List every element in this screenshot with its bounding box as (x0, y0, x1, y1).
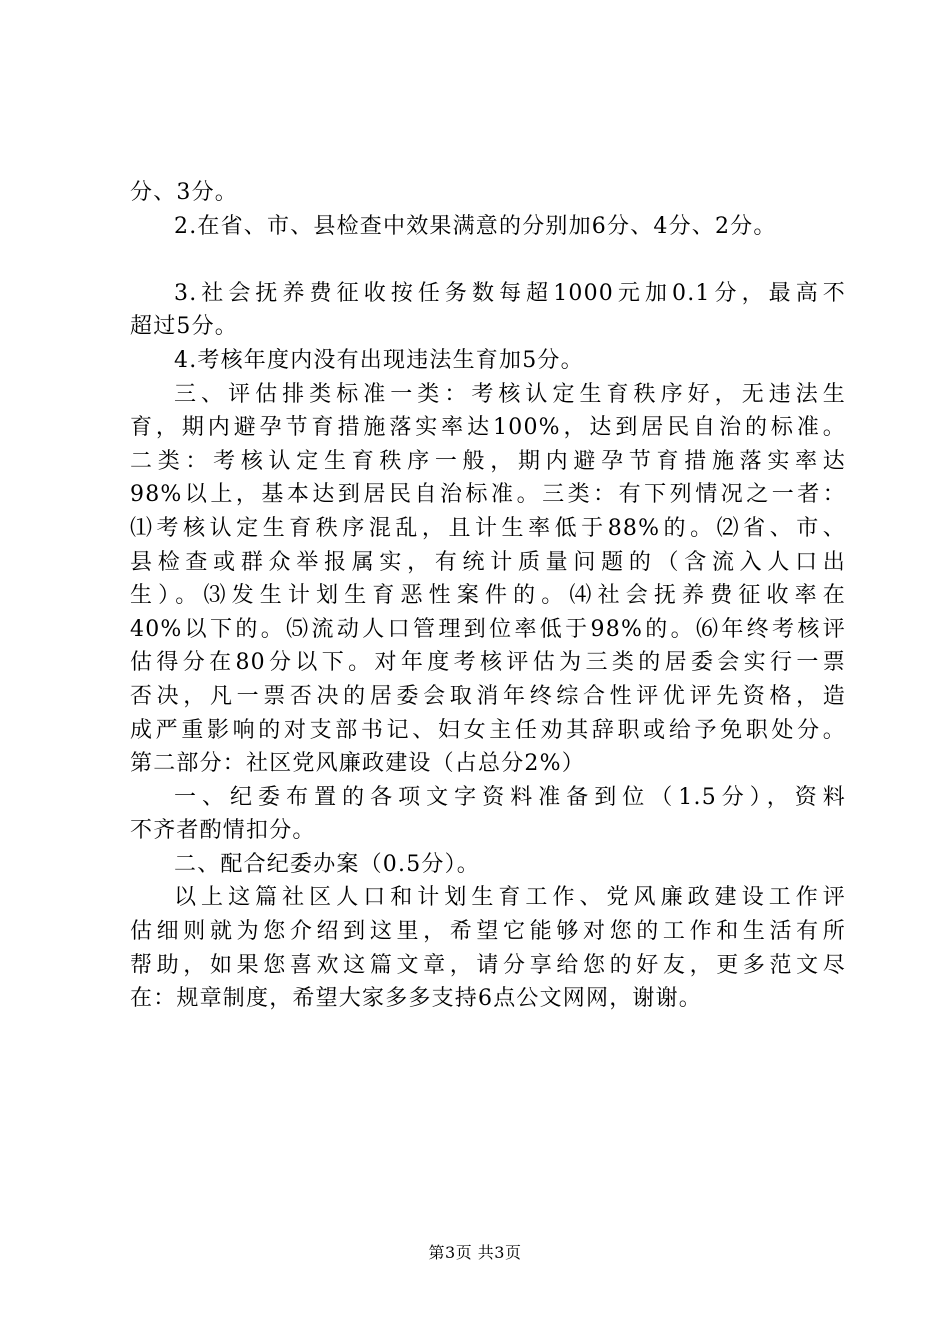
text-line: 一、纪委布置的各项文字资料准备到位（1.5分），资料 (174, 784, 846, 810)
text-line: 生）。⑶发生计划生育恶性案件的。⑷社会抚养费征收率在 (130, 583, 846, 609)
text-line: 二类：考核认定生育秩序一般，期内避孕节育措施落实率达 (130, 448, 846, 474)
text-line: 三、评估排类标准一类：考核认定生育秩序好，无违法生 (174, 381, 846, 407)
text-line: 98%以上，基本达到居民自治标准。三类：有下列情况之一者： (130, 482, 846, 508)
text-line: 40%以下的。⑸流动人口管理到位率低于98%的。⑹年终考核评 (130, 616, 846, 642)
text-line: 在：规章制度，希望大家多多支持6点公文网网，谢谢。 (130, 986, 702, 1012)
page-number: 第3页 共3页 (428, 1243, 522, 1262)
text-line: 否决，凡一票否决的居委会取消年终综合性评优评先资格，造 (130, 683, 846, 709)
text-line: 2.在省、市、县检查中效果满意的分别加6分、4分、2分。 (174, 213, 777, 239)
text-line: 成严重影响的对支部书记、妇女主任劝其辞职或给予免职处分。 (130, 717, 846, 743)
text-line: 不齐者酌情扣分。 (130, 818, 316, 844)
text-line: 超过5分。 (130, 314, 238, 340)
text-line: 估得分在80分以下。对年度考核评估为三类的居委会实行一票 (130, 650, 846, 676)
text-line: 帮助，如果您喜欢这篇文章，请分享给您的好友，更多范文尽 (130, 952, 846, 978)
text-line: 估细则就为您介绍到这里，希望它能够对您的工作和生活有所 (130, 919, 846, 945)
text-line: 育，期内避孕节育措施落实率达100%，达到居民自治的标准。 (130, 415, 846, 441)
document-body (130, 176, 846, 1016)
text-line: ⑴考核认定生育秩序混乱，且计生率低于88%的。⑵省、市、 (130, 515, 846, 541)
text-line: 二、配合纪委办案（0.5分）。 (174, 851, 480, 877)
text-line: 分、3分。 (130, 180, 238, 205)
text-line: 县检查或群众举报属实，有统计质量问题的（含流入人口出 (130, 549, 846, 575)
text-line: 3.社会抚养费征收按任务数每超1000元加0.1分，最高不 (174, 280, 846, 306)
section-heading: 第二部分：社区党风廉政建设（占总分2%） (130, 751, 585, 777)
text-line: 以上这篇社区人口和计划生育工作、党风廉政建设工作评 (174, 885, 846, 911)
text-line: 4.考核年度内没有出现违法生育加5分。 (174, 347, 584, 373)
